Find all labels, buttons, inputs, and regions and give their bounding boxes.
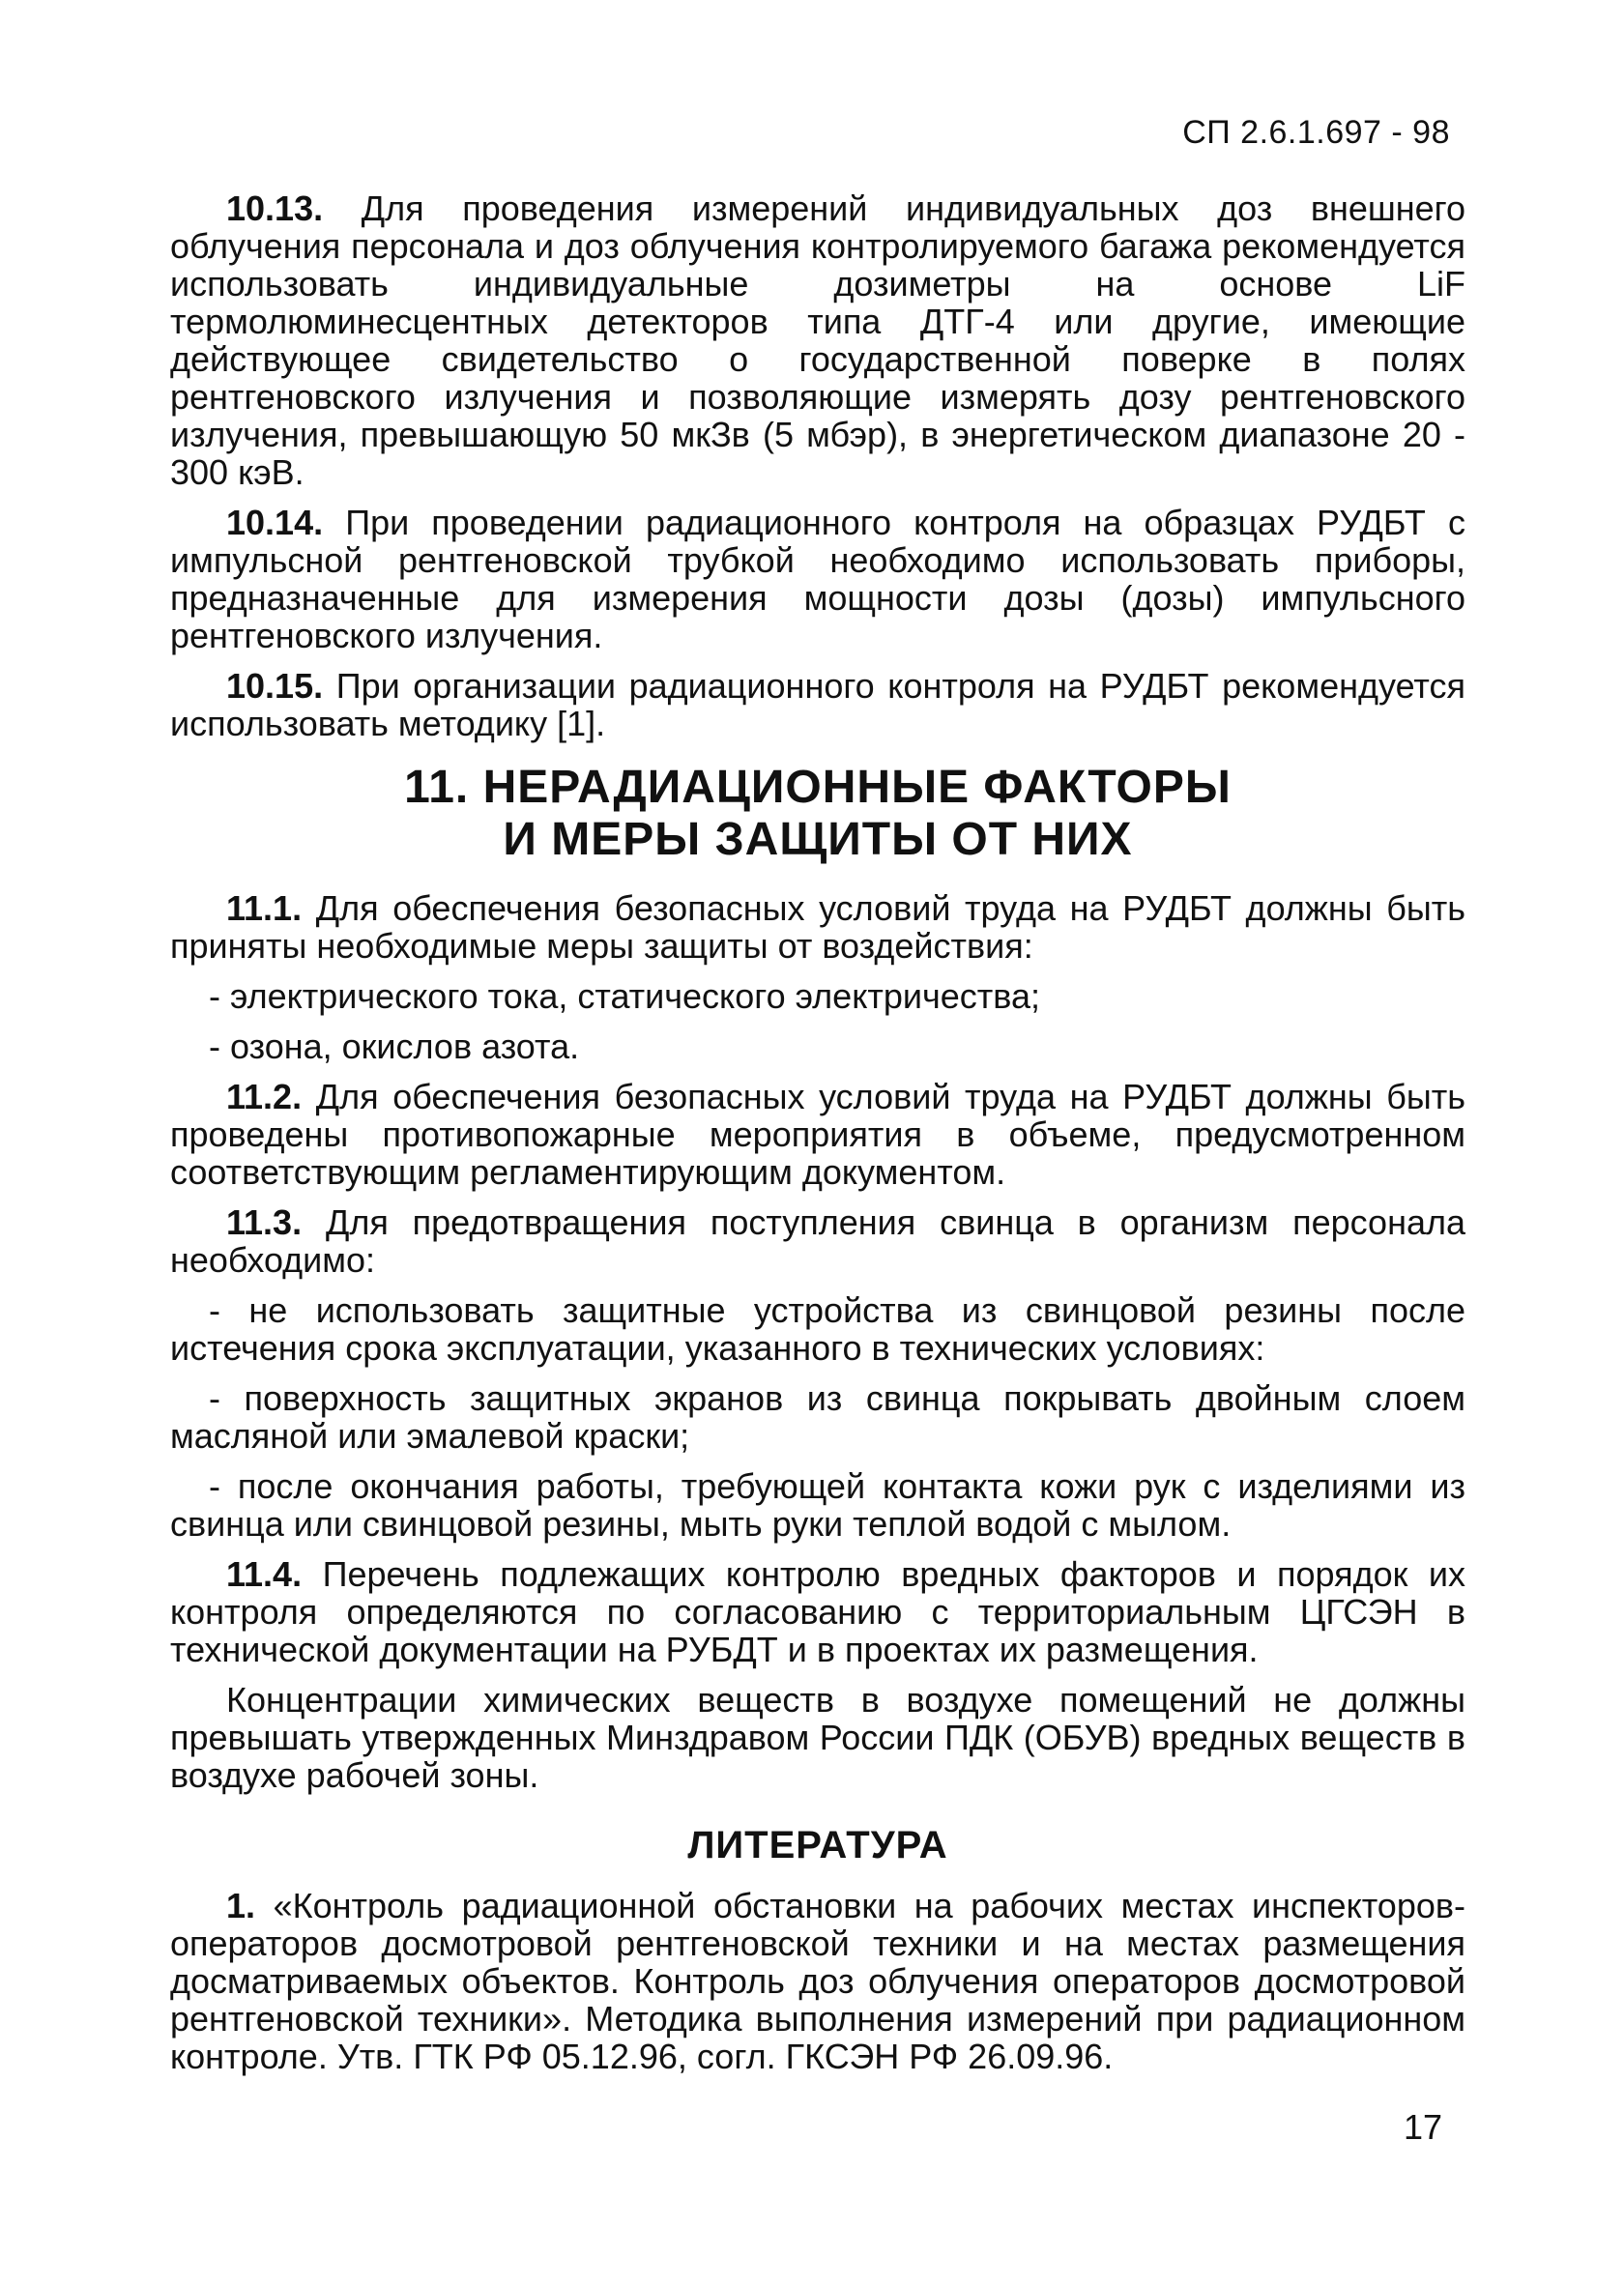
document-body: [170, 189, 1465, 2088]
paragraph-text: Для обеспечения безопасных условий труда на РУДБТ должны быть приняты необходимые меры защиты от воздействия:: [170, 888, 1465, 966]
paragraph-text: Для предотвращения поступления свинца в организм персонала необходимо:: [170, 1202, 1465, 1280]
paragraph-number: 10.13.: [226, 188, 324, 228]
section-title-line-1: 11. НЕРАДИАЦИОННЫЕ ФАКТОРЫ: [404, 762, 1232, 813]
paragraph-text: Для проведения измерений индивидуальных доз внешнего облучения персонала и доз облучения контролируемого багажа рекомендуется использовать индивидуальные дозиметры на основе LiF термолюминесцентных детекторов типа ДТГ-4 или другие, имеющие действующее свидетельство о государственной поверке в полях рентгеновского излучения и позволяющие измерять дозу рентгеновского излучения, превышающую 50 мкЗв (5 мбэр), в энергетическом диапазоне 20 - 300 кэВ.: [170, 188, 1465, 492]
list-item: - после окончания работы, требующей контакта кожи рук с изделиями из свинца или свинцовой резины, мыть руки теплой водой с мылом.: [170, 1466, 1465, 1544]
section-title-line-2: И МЕРЫ ЗАЩИТЫ ОТ НИХ: [503, 814, 1133, 865]
document-code-header: СП 2.6.1.697 - 98: [1182, 114, 1450, 151]
literature-heading: ЛИТЕРАТУРА: [687, 1824, 948, 1866]
reference-number: 1.: [226, 1886, 256, 1925]
paragraph-11-3: [170, 1203, 1465, 1279]
paragraph-10-13: [170, 189, 1465, 491]
reference-1: [170, 1887, 1465, 2075]
paragraph-number: 11.2.: [226, 1077, 303, 1116]
paragraph-text: Перечень подлежащих контролю вредных факторов и порядок их контроля определяются по согласованию с территориальным ЦГСЭН в технической документации на РУБДТ и в проектах их размещения.: [170, 1554, 1465, 1669]
paragraph-number: 10.15.: [226, 666, 324, 706]
paragraph-text: Для обеспечения безопасных условий труда на РУДБТ должны быть проведены противопожарные мероприятия в объеме, предусмотренном соответствующим регламентирующим документом.: [170, 1077, 1465, 1192]
paragraph-number: 11.4.: [226, 1554, 303, 1594]
page-number: 17: [1403, 2107, 1442, 2147]
paragraph-number: 11.3.: [226, 1202, 303, 1242]
paragraph-text: При проведении радиационного контроля на образцах РУДБТ с импульсной рентгеновской трубкой необходимо использовать приборы, предназначенные для измерения мощности дозы (дозы) импульсного рентгеновского излучения.: [170, 503, 1465, 655]
paragraph-number: 11.1.: [226, 888, 303, 928]
paragraph-11-2: [170, 1078, 1465, 1191]
list-item: - электрического тока, статического электричества;: [209, 976, 1040, 1016]
list-item: - поверхность защитных экранов из свинца покрывать двойным слоем масляной или эмалевой краски;: [170, 1378, 1465, 1456]
paragraph-number: 10.14.: [226, 503, 324, 542]
paragraph-11-1: [170, 889, 1465, 965]
paragraph-10-14: [170, 504, 1465, 654]
reference-text: «Контроль радиационной обстановки на рабочих местах инспекторов-операторов досмотровой рентгеновской техники и на местах размещения досматриваемых объектов. Контроль доз облучения операторов досмотровой рентгеновской техники». Методика выполнения измерений при радиационном контроле. Утв. ГТК РФ 05.12.96, согл. ГКСЭН РФ 26.09.96.: [170, 1886, 1465, 2076]
paragraph-11-4: [170, 1555, 1465, 1668]
section-11-heading: [170, 762, 1465, 866]
paragraph-text: При организации радиационного контроля на РУДБТ рекомендуется использовать методику [1].: [170, 666, 1465, 743]
paragraph-10-15: [170, 667, 1465, 742]
list-item: - озона, окислов азота.: [209, 1027, 580, 1066]
list-item: - не использовать защитные устройства из свинцовой резины после истечения срока эксплуатации, указанного в технических условиях:: [170, 1290, 1465, 1368]
paragraph-concentrations: Концентрации химических веществ в воздухе помещений не должны превышать утвержденных Минздравом России ПДК (ОБУВ) вредных веществ в воздухе рабочей зоны.: [170, 1680, 1465, 1795]
